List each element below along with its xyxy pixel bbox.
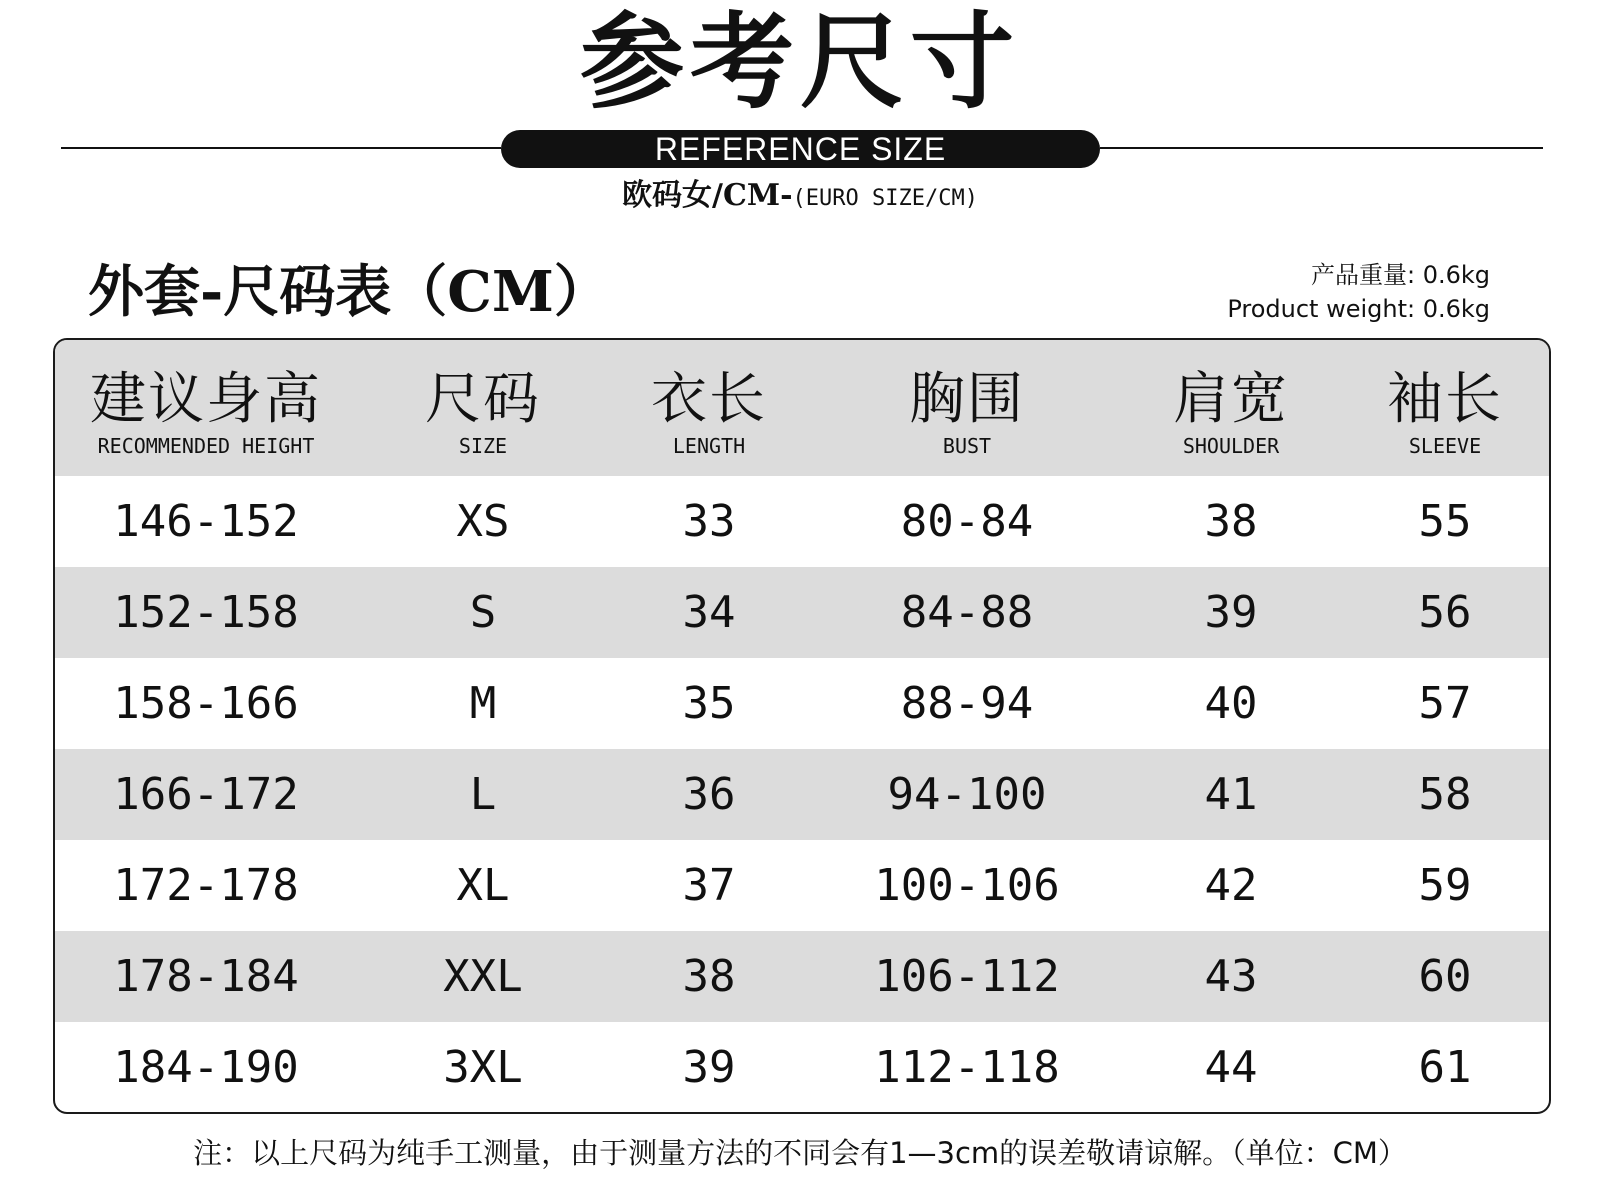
cell-size: S xyxy=(469,587,497,638)
cell-length: 39 xyxy=(682,1042,736,1093)
cell-bust: 84-88 xyxy=(900,587,1034,638)
table-row xyxy=(55,749,1549,840)
column-header-sublabel: SHOULDER xyxy=(1182,434,1280,458)
reference-size-banner: REFERENCE SIZE xyxy=(501,130,1100,168)
measurement-footnote: 注：以上尺码为纯手工测量，由于测量方法的不同会有1—3cm的误差敬请谅解。（单位：CM） xyxy=(193,1136,1407,1170)
table-row xyxy=(55,1022,1549,1113)
subtitle-en: (EURO SIZE/CM) xyxy=(792,186,978,211)
cell-bust: 88-94 xyxy=(900,678,1034,729)
cell-height: 178-184 xyxy=(113,951,299,1002)
table-row xyxy=(55,567,1549,658)
cell-size: XL xyxy=(456,860,510,911)
cell-size: M xyxy=(469,678,497,729)
cell-bust: 106-112 xyxy=(874,951,1060,1002)
cell-height: 146-152 xyxy=(113,496,299,547)
cell-height: 172-178 xyxy=(113,860,299,911)
cell-sleeve: 59 xyxy=(1418,860,1472,911)
cell-length: 34 xyxy=(682,587,736,638)
product-weight-cn: 产品重量: 0.6kg xyxy=(1310,261,1490,289)
column-header-sublabel: LENGTH xyxy=(672,434,746,458)
column-header-length xyxy=(609,340,809,476)
size-standard-subtitle xyxy=(0,176,1600,219)
cell-length: 35 xyxy=(682,678,736,729)
cell-size: XXL xyxy=(443,951,523,1002)
column-header-shoulder xyxy=(1125,340,1337,476)
cell-sleeve: 57 xyxy=(1418,678,1472,729)
cell-shoulder: 39 xyxy=(1204,587,1258,638)
product-weight xyxy=(1227,258,1490,326)
cell-height: 152-158 xyxy=(113,587,299,638)
cell-shoulder: 44 xyxy=(1204,1042,1258,1093)
column-header-sublabel: BUST xyxy=(942,434,992,458)
column-header-size xyxy=(357,340,609,476)
cell-shoulder: 40 xyxy=(1204,678,1258,729)
divider-left xyxy=(61,147,501,149)
cell-shoulder: 43 xyxy=(1204,951,1258,1002)
column-header-label: 建议身高 xyxy=(90,367,322,432)
column-header-height xyxy=(55,340,357,476)
cell-length: 37 xyxy=(682,860,736,911)
column-header-sublabel: SIZE xyxy=(458,434,508,458)
table-row xyxy=(55,658,1549,749)
cell-sleeve: 60 xyxy=(1418,951,1472,1002)
column-header-label: 尺码 xyxy=(425,367,541,432)
cell-length: 38 xyxy=(682,951,736,1002)
cell-length: 33 xyxy=(682,496,736,547)
column-header-label: 胸围 xyxy=(909,367,1025,432)
column-header-bust xyxy=(809,340,1125,476)
divider-right xyxy=(1100,147,1543,149)
column-header-sublabel: SLEEVE xyxy=(1408,434,1482,458)
cell-bust: 112-118 xyxy=(874,1042,1060,1093)
column-header-label: 肩宽 xyxy=(1173,367,1289,432)
cell-sleeve: 58 xyxy=(1418,769,1472,820)
cell-bust: 80-84 xyxy=(900,496,1034,547)
cell-shoulder: 42 xyxy=(1204,860,1258,911)
table-title: 外套-尺码表（CM） xyxy=(88,259,610,325)
cell-length: 36 xyxy=(682,769,736,820)
cell-bust: 94-100 xyxy=(887,769,1047,820)
cell-size: 3XL xyxy=(443,1042,523,1093)
cell-shoulder: 41 xyxy=(1204,769,1258,820)
column-header-label: 衣长 xyxy=(651,367,767,432)
cell-height: 166-172 xyxy=(113,769,299,820)
product-weight-en: Product weight: 0.6kg xyxy=(1227,295,1490,323)
table-row xyxy=(55,476,1549,567)
cell-height: 184-190 xyxy=(113,1042,299,1093)
column-header-sleeve xyxy=(1337,340,1551,476)
table-row xyxy=(55,931,1549,1022)
cell-sleeve: 56 xyxy=(1418,587,1472,638)
cell-shoulder: 38 xyxy=(1204,496,1258,547)
cell-sleeve: 55 xyxy=(1418,496,1472,547)
table-header-row xyxy=(55,340,1549,476)
cell-size: XS xyxy=(456,496,510,547)
table-row xyxy=(55,840,1549,931)
page-title: 参考尺寸 xyxy=(579,1,1020,123)
column-header-sublabel: RECOMMENDED HEIGHT xyxy=(97,434,315,458)
cell-size: L xyxy=(469,769,497,820)
subtitle-cn: 欧码女/CM- xyxy=(622,178,793,213)
size-table xyxy=(53,338,1551,1114)
cell-height: 158-166 xyxy=(113,678,299,729)
cell-sleeve: 61 xyxy=(1418,1042,1472,1093)
column-header-label: 袖长 xyxy=(1387,367,1503,432)
cell-bust: 100-106 xyxy=(874,860,1060,911)
